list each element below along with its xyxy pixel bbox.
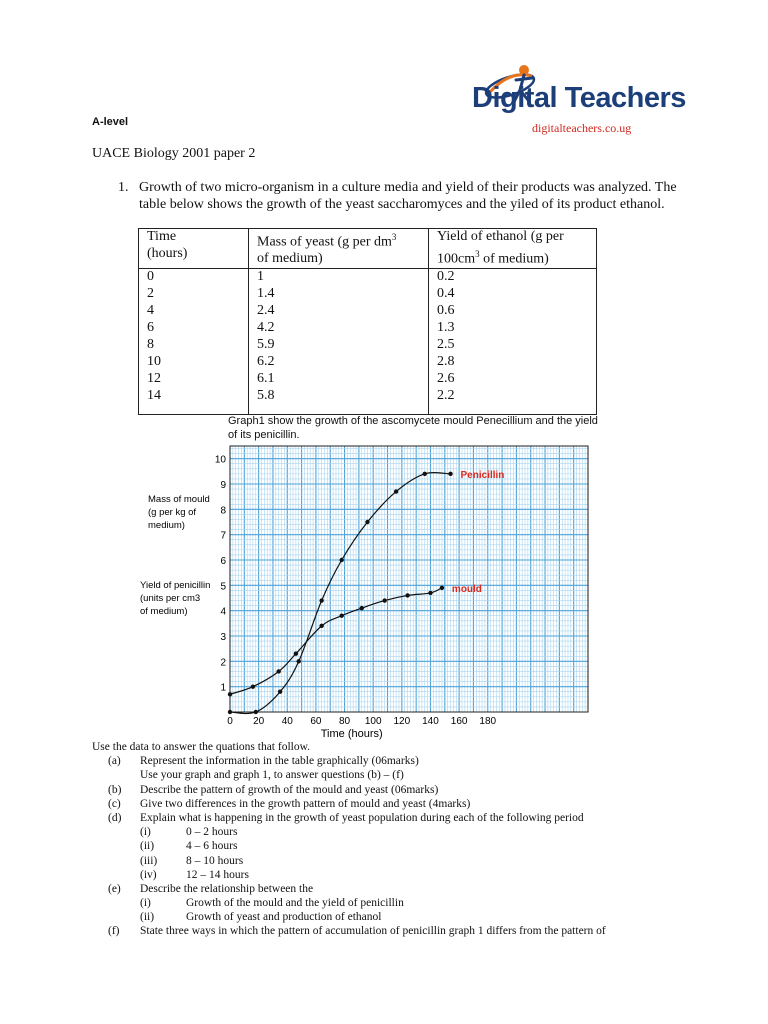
- y-tick-label: 3: [220, 632, 226, 643]
- x-tick-label: 80: [338, 716, 351, 727]
- yeast-data-table: [138, 228, 597, 415]
- penicillin-point: [448, 472, 452, 476]
- mould-point: [251, 684, 255, 688]
- y-axis-label-bottom: (units per cm3: [140, 593, 201, 604]
- question-marker: (iv): [140, 868, 157, 881]
- question-item: [92, 868, 732, 882]
- y-tick-label: 7: [220, 530, 226, 542]
- table-row: 8 5.9 2.5: [139, 337, 597, 354]
- penicillin-point: [319, 598, 323, 602]
- paper-title: UACE Biology 2001 paper 2: [92, 146, 256, 161]
- question-text: 8 – 10 hours: [186, 854, 244, 867]
- question-item: [92, 910, 732, 924]
- y-axis-label-top: medium): [148, 520, 185, 531]
- table-row: 0 1 0.2: [139, 268, 597, 286]
- x-tick-label: 180: [479, 716, 497, 727]
- question-marker: (d): [108, 811, 122, 824]
- question-marker: (c): [108, 797, 121, 810]
- question-marker: (ii): [140, 840, 155, 853]
- logo-name: Digital Teachers: [472, 82, 686, 114]
- y-tick-label: 1: [220, 682, 226, 694]
- question-text: 12 – 14 hours: [186, 868, 249, 881]
- question-text: Describe the relationship between the: [140, 882, 314, 895]
- digital-teachers-logo: [468, 60, 698, 140]
- question-marker: (b): [108, 783, 122, 796]
- x-tick-label: 20: [253, 716, 265, 727]
- question-item: [92, 924, 732, 938]
- logo-site-url[interactable]: digitalteachers.co.ug: [532, 121, 632, 135]
- penicillin-point: [339, 558, 343, 562]
- table-row: 6 4.2 1.3: [139, 320, 597, 337]
- question-item: [92, 768, 732, 782]
- y-tick-label: 9: [220, 480, 226, 491]
- question-marker: (i): [140, 826, 151, 839]
- y-axis-label-bottom: of medium): [140, 606, 188, 617]
- table-row: 12 6.1 2.6: [139, 371, 597, 388]
- question-text: Use your graph and graph 1, to answer questions (b) – (f): [140, 769, 404, 782]
- penicillin-point: [394, 489, 398, 493]
- y-axis-label-top: (g per kg of: [148, 507, 197, 518]
- x-tick-label: 140: [422, 716, 439, 727]
- penicillin-mould-graph: [130, 440, 600, 740]
- penicillin-point: [297, 659, 301, 663]
- question-item: [92, 754, 732, 768]
- question-marker: (i): [140, 897, 151, 910]
- question-item: [92, 797, 732, 811]
- col-yeast-header: Mass of yeast (g per $dm^3$ of medium): [249, 229, 429, 269]
- question-marker: (f): [108, 925, 120, 938]
- mould-point: [294, 652, 298, 656]
- penicillin-point: [278, 690, 282, 694]
- mould-point: [339, 614, 343, 618]
- question-item: [92, 783, 732, 797]
- x-tick-label: 120: [393, 716, 411, 727]
- mould-point: [428, 591, 432, 595]
- y-axis-label-bottom: Yield of penicillin: [140, 580, 211, 591]
- question-marker: (a): [108, 755, 121, 768]
- y-tick-label: 5: [220, 581, 226, 593]
- y-tick-label: 6: [220, 556, 226, 567]
- mould-point: [228, 692, 232, 696]
- table-row: 14 5.8 2.2: [139, 388, 597, 415]
- penicillin-series-label: Penicillin: [460, 469, 505, 481]
- question-text: Give two differences in the growth pattern of mould and yeast (4marks): [140, 797, 471, 810]
- questions-intro: Use the data to answer the quations that follow.: [92, 741, 311, 753]
- table-row: 10 6.2 2.8: [139, 354, 597, 371]
- y-tick-label: 8: [220, 505, 226, 517]
- mould-point: [319, 624, 323, 628]
- mould-point: [360, 606, 364, 610]
- question-item: [92, 854, 732, 868]
- mould-series-label: mould: [451, 583, 482, 595]
- question-marker: (iii): [140, 854, 158, 867]
- mould-point: [276, 669, 280, 673]
- col-time-header: Time (hours): [139, 229, 249, 269]
- penicillin-point: [423, 472, 427, 476]
- x-tick-label: 0: [227, 716, 233, 727]
- question-item: [92, 811, 732, 825]
- question-text: Growth of yeast and production of ethanol: [186, 911, 382, 924]
- question-item: [92, 825, 732, 839]
- question-marker: (ii): [140, 911, 155, 924]
- x-tick-label: 60: [310, 716, 322, 727]
- plot-area: [230, 446, 588, 712]
- question-marker: (e): [108, 882, 121, 895]
- penicillin-point: [254, 710, 258, 714]
- mould-point: [382, 598, 386, 602]
- y-tick-label: 2: [220, 657, 226, 669]
- question-text: Represent the information in the table graphically (06marks): [140, 755, 419, 768]
- penicillin-point: [228, 710, 232, 714]
- x-axis-label: Time (hours): [320, 728, 383, 740]
- x-tick-label: 100: [364, 716, 382, 727]
- question-text: Growth of two micro-organism in a culture media and yield of their products was analyzed. The table below shows the growth of the yeast saccharomyces and the yiled of its product ethanol.: [139, 180, 677, 212]
- x-tick-label: 160: [450, 716, 468, 727]
- graph-caption: Graph1 show the growth of the ascomycete mould Penecillium and the yield of its penicillin.: [228, 415, 598, 441]
- y-axis-label-top: Mass of mould: [148, 494, 210, 505]
- questions-block: [92, 740, 732, 939]
- level-label: A-level: [92, 116, 129, 128]
- question-text: 0 – 2 hours: [186, 826, 238, 839]
- x-tick-label: 40: [281, 716, 293, 727]
- table-row: 4 2.4 0.6: [139, 303, 597, 320]
- question-text: 4 – 6 hours: [186, 840, 238, 853]
- question-text: Describe the pattern of growth of the mould and yeast (06marks): [140, 783, 439, 796]
- mould-point: [405, 593, 409, 597]
- question-item: [92, 896, 732, 910]
- question-list: [92, 754, 732, 938]
- question-text: Explain what is happening in the growth of yeast population during each of the following period: [140, 811, 584, 824]
- question-text: Growth of the mould and the yield of penicillin: [186, 897, 404, 910]
- question-number: 1.: [118, 180, 129, 195]
- y-tick-label: 10: [214, 454, 226, 466]
- penicillin-point: [365, 520, 369, 524]
- y-tick-label: 4: [220, 606, 226, 618]
- col-ethanol-header: Yield of ethanol (g per $100cm^3$ of medium): [429, 229, 597, 269]
- mould-point: [440, 586, 444, 590]
- question-text: State three ways in which the pattern of accumulation of penicillin graph 1 differs from the pattern of: [140, 925, 606, 938]
- table-row: 2 1.4 0.4: [139, 286, 597, 303]
- question-item: [92, 882, 732, 896]
- question-item: [92, 839, 732, 853]
